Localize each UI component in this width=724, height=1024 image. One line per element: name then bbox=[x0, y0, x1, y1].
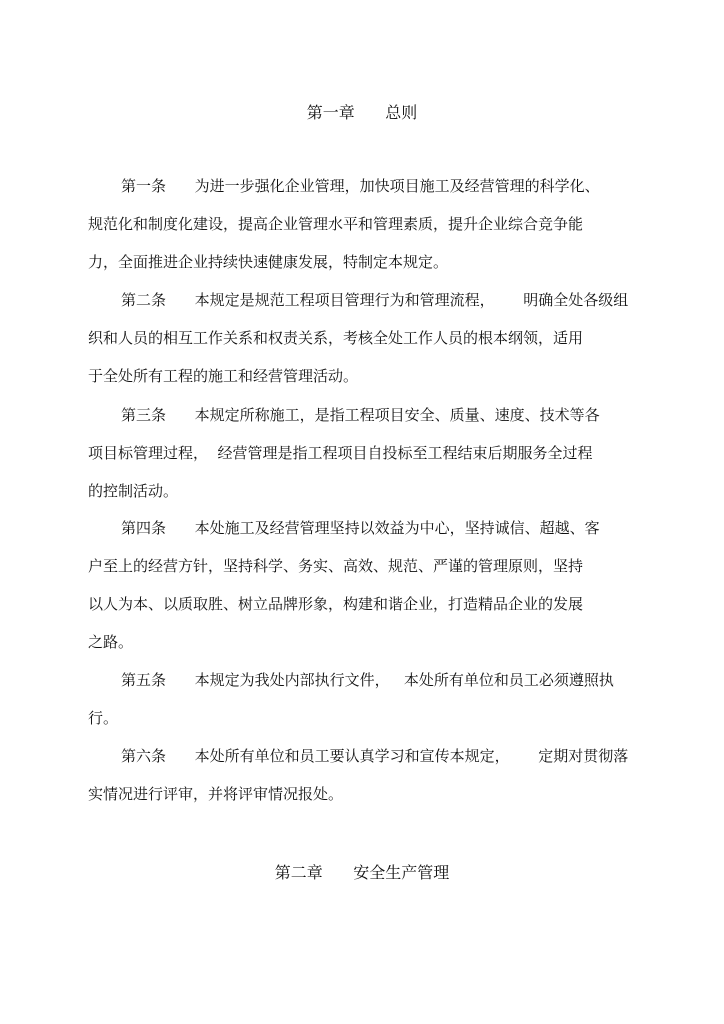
article-1-line-2: 规范化和制度化建设，提高企业管理水平和管理素质，提升企业综合竞争能 bbox=[88, 215, 584, 233]
article-4-line-3: 以人为本、以质取胜、树立品牌形象，构建和谐企业，打造精品企业的发展 bbox=[88, 595, 584, 613]
article-2-line-1: 第二条 本规定是规范工程项目管理行为和管理流程， 明确全处各级组 bbox=[121, 291, 629, 309]
chapter-2-title: 第二章 安全生产管理 bbox=[274, 863, 450, 882]
article-3-line-2: 项目标管理过程， 经营管理是指工程项目自投标至工程结束后期服务全过程 bbox=[88, 444, 593, 462]
chapter-1-title: 第一章 总则 bbox=[306, 103, 418, 122]
article-4-line-1: 第四条 本处施工及经营管理坚持以效益为中心，坚持诚信、超越、客 bbox=[121, 519, 600, 537]
article-4-line-4: 之路。 bbox=[88, 633, 134, 651]
article-5-line-1: 第五条 本规定为我处内部执行文件， 本处所有单位和员工必须遵照执 bbox=[121, 671, 614, 689]
article-3-line-3: 的控制活动。 bbox=[88, 482, 179, 500]
article-5-line-2: 行。 bbox=[88, 709, 119, 727]
article-4-line-2: 户至上的经营方针，坚持科学、务实、高效、规范、严谨的管理原则，坚持 bbox=[88, 557, 584, 575]
article-6-line-2: 实情况进行评审，并将评审情况报处。 bbox=[88, 785, 344, 803]
article-1-line-3: 力，全面推进企业持续快速健康发展，特制定本规定。 bbox=[88, 253, 449, 271]
article-3-line-1: 第三条 本规定所称施工，是指工程项目安全、质量、速度、技术等各 bbox=[121, 406, 600, 424]
article-2-line-2: 织和人员的相互工作关系和权责关系，考核全处工作人员的根本纲领，适用 bbox=[88, 329, 584, 347]
article-1-line-1: 第一条 为进一步强化企业管理，加快项目施工及经营管理的科学化、 bbox=[121, 177, 600, 195]
article-6-line-1: 第六条 本处所有单位和员工要认真学习和宣传本规定， 定期对贯彻落 bbox=[121, 747, 629, 765]
article-2-line-3: 于全处所有工程的施工和经营管理活动。 bbox=[88, 367, 359, 385]
